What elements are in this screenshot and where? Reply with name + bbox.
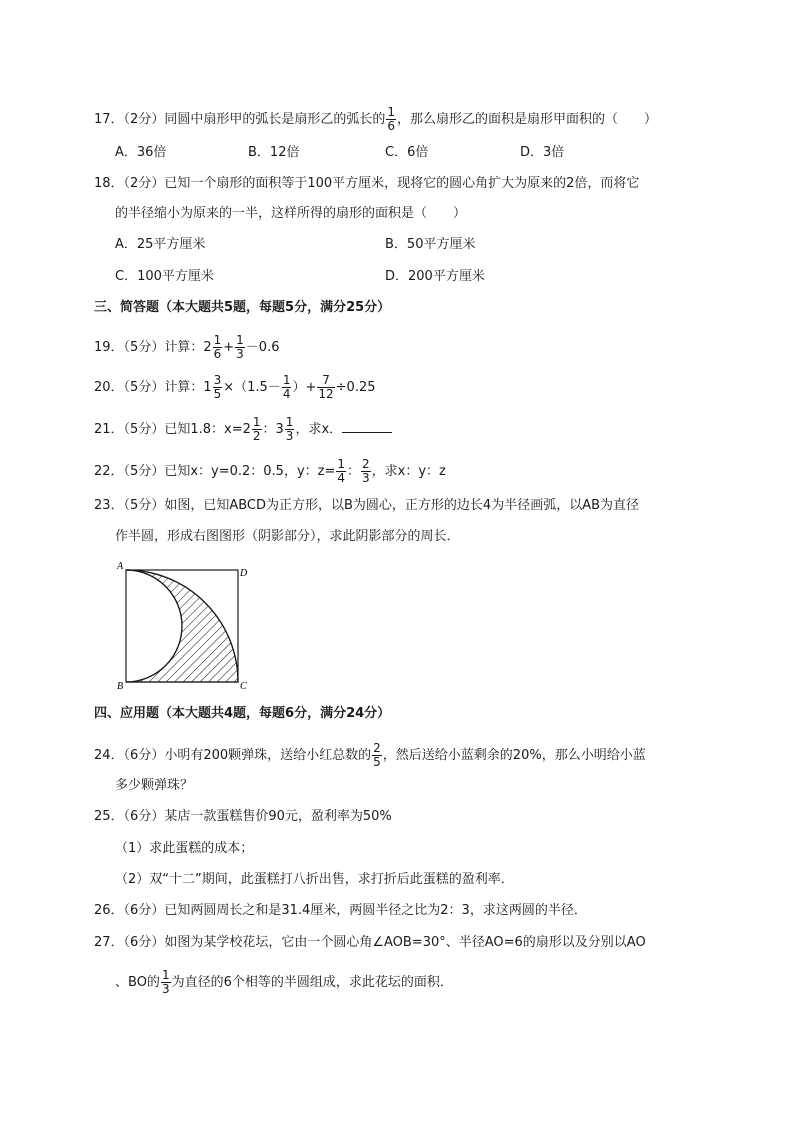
expr-text: +	[223, 340, 235, 355]
expr-text: ：3	[262, 422, 284, 437]
question-score: （6分）	[123, 903, 165, 918]
numerator: 7	[317, 374, 334, 388]
denominator: 2	[252, 429, 261, 443]
option-a: A．36倍	[115, 145, 167, 160]
numerator: 2	[362, 457, 370, 471]
question-number: 18．	[94, 176, 124, 191]
question-text: 为直径的6个相等的半圆组成，求此花坛的面积．	[171, 975, 453, 990]
numerator: 3	[213, 373, 222, 387]
sub-question-2: （2）双“十二”期间，此蛋糕打八折出售，求打折后此蛋糕的盈利率．	[115, 872, 514, 887]
question-number: 24．	[94, 748, 124, 763]
denominator: 5	[373, 755, 381, 769]
denominator: 3	[285, 429, 294, 443]
question-text: 已知两圆周长之和是31.4厘米，两圆半径之比为2：3，求这两圆的半径．	[164, 903, 587, 918]
denominator: 3	[236, 347, 244, 361]
numerator: 1	[282, 373, 291, 387]
fraction	[336, 458, 346, 485]
question-score: （5分）	[123, 464, 165, 479]
option-d: D．3倍	[520, 145, 565, 160]
question-text: 如图为某学校花坛，它由一个圆心角∠AOB=30°、半径AO=6的扇形以及分别以AO	[164, 935, 646, 950]
question-text: 同圆中扇形甲的弧长是扇形乙的弧长的	[164, 112, 386, 127]
question-number: 23．	[94, 498, 124, 513]
option-c: C．6倍	[385, 145, 429, 160]
fraction	[252, 416, 262, 443]
question-number: 22．	[94, 464, 124, 479]
numerator: 1	[213, 333, 222, 347]
expr-text: 已知x：y=0.2：0.5，y：z=	[164, 464, 336, 479]
geometry-diagram	[116, 562, 256, 690]
question-number: 21．	[94, 422, 124, 437]
question-number: 25．	[94, 809, 124, 824]
label-a: A	[117, 562, 124, 572]
question-number: 27．	[94, 935, 124, 950]
denominator: 4	[337, 471, 346, 485]
numerator: 1	[387, 105, 395, 119]
label-d: D	[240, 568, 248, 579]
option-a: A．25平方厘米	[115, 237, 206, 252]
question-text-line2: 作半圆，形成右图图形（阴影部分），求此阴影部分的周长．	[115, 529, 460, 544]
numerator: 1	[337, 457, 346, 471]
question-21	[94, 416, 392, 443]
expr-text: ：	[347, 464, 361, 479]
question-score: （5分）	[123, 380, 165, 395]
fraction	[372, 742, 382, 769]
question-text: 小明有200颗弹珠，送给小红总数的	[164, 748, 372, 763]
fraction	[213, 334, 223, 361]
question-27	[94, 933, 646, 953]
section-heading-4: 四、应用题（本大题共4题，每题6分，满分24分）	[94, 706, 391, 721]
question-26	[94, 901, 587, 921]
expr-text: 计算：2	[164, 340, 212, 355]
section-heading-3: 三、简答题（本大题共5题，每题5分，满分25分）	[94, 300, 391, 315]
question-23	[94, 496, 639, 516]
question-text-line2: 的半径缩小为原来的一半，这样所得的扇形的面积是（ ）	[115, 206, 467, 221]
denominator: 3	[362, 471, 370, 485]
question-text: ，然后送给小蓝剩余的20%，那么小明给小蓝	[382, 748, 646, 763]
question-19	[94, 334, 279, 361]
numerator: 1	[161, 968, 170, 982]
question-score: （6分）	[123, 809, 165, 824]
question-text-line2	[115, 969, 453, 996]
numerator: 1	[285, 415, 294, 429]
fraction	[285, 416, 295, 443]
question-text: 某店一款蛋糕售价90元，盈利率为50%	[164, 809, 392, 824]
answer-blank[interactable]	[342, 420, 392, 433]
option-b: B．50平方厘米	[385, 237, 476, 252]
question-text: 、BO的	[115, 975, 160, 990]
fraction	[386, 106, 396, 133]
question-text-line2: 多少颗弹珠？	[115, 778, 194, 793]
square-semicircle-figure	[116, 562, 256, 690]
denominator: 6	[387, 119, 395, 133]
option-b: B．12倍	[248, 145, 300, 160]
fraction	[317, 374, 334, 401]
numerator: 1	[236, 333, 244, 347]
question-score: （6分）	[123, 935, 165, 950]
label-c: C	[240, 681, 247, 690]
expr-text: 已知1.8：x=2	[164, 422, 251, 437]
fraction	[161, 969, 171, 996]
numerator: 2	[373, 741, 381, 755]
question-18	[94, 174, 639, 194]
question-text: 如图，已知ABCD为正方形，以B为圆心，正方形的边长4为半径画弧，以AB为直径	[164, 498, 639, 513]
denominator: 4	[282, 387, 291, 401]
question-score: （5分）	[123, 498, 165, 513]
question-score: （2分）	[123, 112, 165, 127]
expr-text: ，求x：y：z	[371, 464, 446, 479]
question-22	[94, 458, 446, 485]
fraction	[213, 374, 223, 401]
question-17	[94, 106, 657, 133]
expr-text: ，求x．	[295, 422, 343, 437]
question-20	[94, 374, 376, 401]
option-d: D．200平方厘米	[385, 269, 485, 284]
numerator: 1	[252, 415, 261, 429]
question-score: （6分）	[123, 748, 165, 763]
fraction	[282, 374, 292, 401]
option-c: C．100平方厘米	[115, 269, 214, 284]
denominator: 5	[213, 387, 222, 401]
question-number: 26．	[94, 903, 124, 918]
question-number: 19．	[94, 340, 124, 355]
question-text: 已知一个扇形的面积等于100平方厘米，现将它的圆心角扩大为原来的2倍，而将它	[164, 176, 640, 191]
question-score: （5分）	[123, 340, 165, 355]
question-25	[94, 807, 392, 827]
expr-text: －0.6	[245, 340, 280, 355]
expr-text: ÷0.25	[335, 380, 376, 395]
expr-text: 计算：1	[164, 380, 212, 395]
question-score: （2分）	[123, 176, 165, 191]
question-text: ，那么扇形乙的面积是扇形甲面积的（ ）	[396, 112, 657, 127]
fraction	[235, 334, 245, 361]
denominator: 6	[213, 347, 222, 361]
sub-question-1: （1）求此蛋糕的成本；	[115, 841, 254, 856]
label-b: B	[117, 681, 124, 690]
expr-text: ）+	[292, 380, 317, 395]
question-24	[94, 742, 646, 769]
denominator: 12	[318, 387, 334, 401]
fraction	[361, 458, 371, 485]
expr-text: ×（1.5－	[223, 380, 281, 395]
question-number: 20．	[94, 380, 124, 395]
question-number: 17．	[94, 112, 124, 127]
question-score: （5分）	[123, 422, 165, 437]
denominator: 3	[161, 982, 170, 996]
